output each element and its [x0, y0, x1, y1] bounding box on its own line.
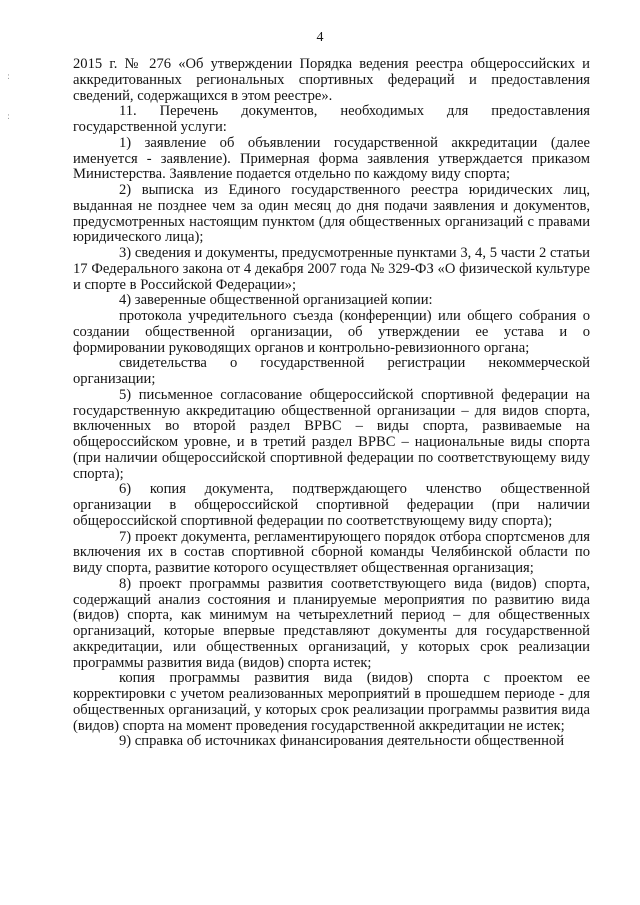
paragraph-item-4-certificate: свидетельства о государственной регистрации некоммерческой организации; — [73, 355, 590, 387]
paragraph-item-6: 6) копия документа, подтверждающего членство общественной организации в общероссийской спортивной федерации (при наличии общероссийской спортивной федерации по соответствующему виду спорта); — [73, 481, 590, 529]
paragraph-item-4: 4) заверенные общественной организацией копии: — [119, 292, 433, 309]
paragraph-continuation: 2015 г. № 276 «Об утверждении Порядка ведения реестра общероссийских и аккредитованных региональных спортивных федераций и предоставления сведений, содержащихся в этом реестре». — [73, 56, 590, 104]
margin-mark: : — [7, 112, 11, 122]
paragraph-item-4-protocol: протокола учредительного съезда (конференции) или общего собрания о создании общественной организации, об утверждении ее устава и о формировании руководящих органов и контрольно-ревизионного органа; — [73, 308, 590, 356]
paragraph-item-11: 11. Перечень документов, необходимых для предоставления государственной услуги: — [73, 103, 590, 135]
paragraph-item-7: 7) проект документа, регламентирующего порядок отбора спортсменов для включения их в состав спортивной сборной команды Челябинской области по виду спорта, развитие которого осуществляет общественная организация; — [73, 528, 590, 576]
document-body — [73, 57, 590, 750]
paragraph-item-8: 8) проект программы развития соответствующего вида (видов) спорта, содержащий анализ состояния и планируемые мероприятия по развитию вида (видов) спорта, как минимум на четырехлетний период – для общественных организаций, которые впервые представляют документы для государственной аккредитации, или общественных организаций, у которых срок реализации программы развития вида (видов) спорта истек; — [73, 575, 590, 671]
paragraph-item-9: 9) справка об источниках финансирования деятельности общественной — [119, 733, 565, 750]
page-number: 4 — [316, 30, 324, 45]
paragraph-item-2: 2) выписка из Единого государственного реестра юридических лиц, выданная не позднее чем за один месяц до дня подачи заявления и документов, предусмотренных настоящим пунктом (для общественных организаций с правами юридического лица); — [73, 182, 590, 246]
paragraph-item-1: 1) заявление об объявлении государственной аккредитации (далее именуется - заявление). Примерная форма заявления утверждается приказом Министерства. Заявление подается отдельно по каждому виду спорта; — [73, 134, 590, 183]
paragraph-item-3: 3) сведения и документы, предусмотренные пунктами 3, 4, 5 части 2 статьи 17 Федерального закона от 4 декабря 2007 года № 329-ФЗ «О физической культуре и спорте в Российской Федерации»; — [73, 245, 590, 293]
paragraph-item-5: 5) письменное согласование общероссийской спортивной федерации на государственную аккредитацию общественной организации – для видов спорта, включенных во второй раздел ВРВС – виды спорта, развиваемые на общероссийском уровне, и в третий раздел ВРВС – национальные виды спорта (при наличии общероссийской спортивной федерации по соответствующему виду спорта); — [73, 386, 590, 482]
margin-mark: : — [7, 72, 11, 82]
paragraph-item-8-copy: копия программы развития вида (видов) спорта с проектом ее корректировки с учетом реализованных мероприятий в прошедшем периоде - для общественных организаций, у которых срок реализации программы развития вида (видов) спорта на момент проведения государственной аккредитации не истек; — [73, 670, 590, 734]
